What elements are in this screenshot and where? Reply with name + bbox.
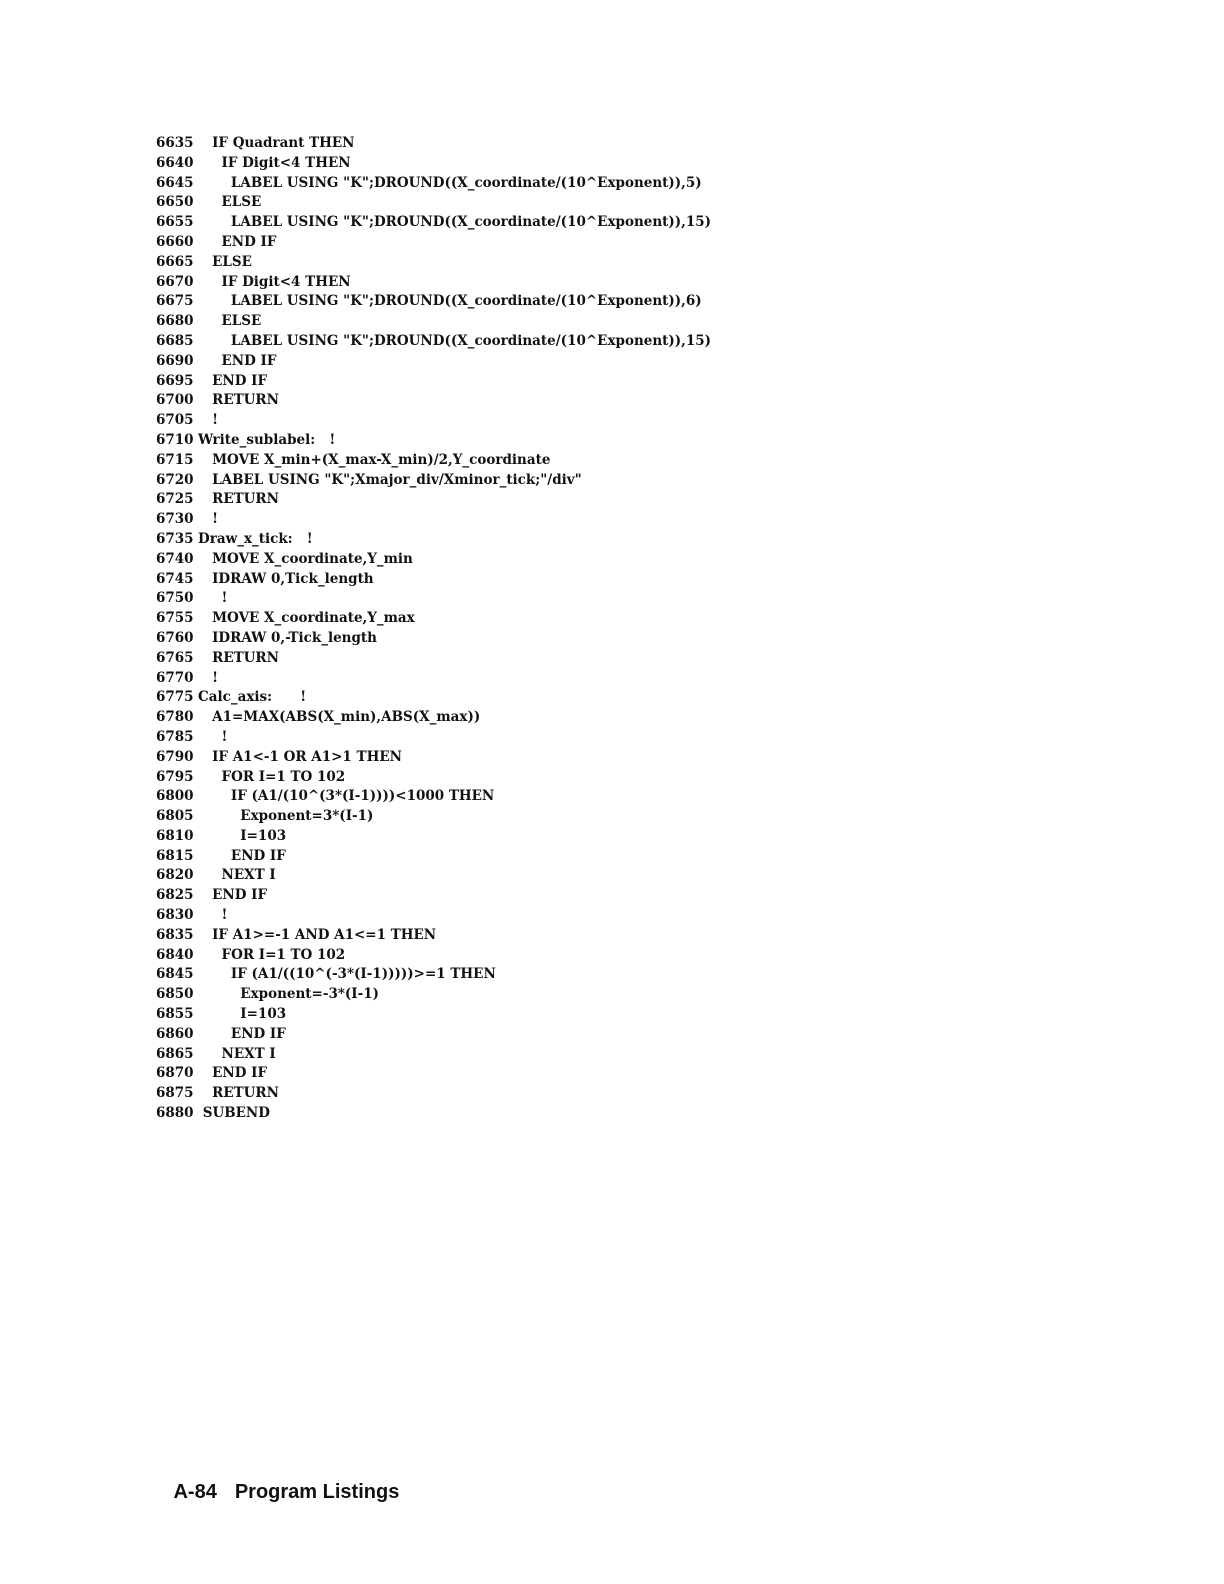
code-line <box>156 1064 796 1084</box>
line-number: 6860 <box>156 1025 194 1042</box>
section-title: Program Listings <box>234 1481 400 1503</box>
line-number: 6635 <box>156 135 194 151</box>
line-code: MOVE X_coordinate,Y_min <box>198 550 413 567</box>
line-number: 6680 <box>156 313 194 330</box>
code-line <box>156 471 796 491</box>
line-number: 6810 <box>156 827 194 844</box>
line-number: 6805 <box>156 808 194 825</box>
code-line <box>156 193 796 213</box>
code-line <box>156 372 796 392</box>
line-code: END IF <box>198 233 277 250</box>
line-code: Write_sublabel: ! <box>198 431 336 448</box>
code-line <box>156 1045 796 1065</box>
line-number: 6880 <box>156 1105 194 1122</box>
code-line <box>156 174 796 194</box>
line-number: 6785 <box>156 728 194 745</box>
code-line <box>156 1104 796 1124</box>
code-line <box>156 669 796 689</box>
code-line <box>156 649 796 669</box>
code-line <box>156 866 796 886</box>
line-code: MOVE X_min+(X_max-X_min)/2,Y_coordinate <box>198 451 551 468</box>
line-number: 6665 <box>156 253 194 270</box>
line-code: Exponent=3*(I-1) <box>198 808 374 825</box>
line-number: 6715 <box>156 451 194 468</box>
code-line <box>156 847 796 867</box>
code-line <box>156 965 796 985</box>
line-number: 6690 <box>156 352 194 369</box>
code-line <box>156 273 796 293</box>
code-line <box>156 490 796 510</box>
code-line <box>156 134 796 154</box>
line-code: ELSE <box>198 313 262 330</box>
line-number: 6660 <box>156 233 194 250</box>
line-number: 6740 <box>156 550 194 567</box>
line-code: I=103 <box>198 1006 287 1023</box>
code-line <box>156 510 796 530</box>
line-code: RETURN <box>198 649 279 666</box>
line-number: 6675 <box>156 293 194 310</box>
code-line <box>156 431 796 451</box>
line-code: NEXT I <box>198 1045 276 1062</box>
line-number: 6670 <box>156 273 194 290</box>
code-line <box>156 629 796 649</box>
code-line <box>156 768 796 788</box>
line-code: IF Quadrant THEN <box>198 135 355 151</box>
line-code: ! <box>198 728 228 745</box>
line-code: SUBEND <box>198 1105 270 1122</box>
line-code: FOR I=1 TO 102 <box>198 768 346 785</box>
line-number: 6875 <box>156 1085 194 1102</box>
code-line <box>156 748 796 768</box>
line-number: 6855 <box>156 1006 194 1023</box>
line-code: LABEL USING "K";DROUND((X_coordinate/(10^Exponent)),6) <box>198 293 702 310</box>
code-line <box>156 570 796 590</box>
line-code: LABEL USING "K";DROUND((X_coordinate/(10^Exponent)),15) <box>198 214 712 231</box>
code-line <box>156 332 796 352</box>
line-number: 6835 <box>156 926 194 943</box>
line-code: END IF <box>198 352 277 369</box>
line-number: 6815 <box>156 847 194 864</box>
line-number: 6775 <box>156 689 194 706</box>
page-footer <box>152 1458 399 1527</box>
line-number: 6710 <box>156 431 194 448</box>
line-code: END IF <box>198 847 286 864</box>
code-line <box>156 708 796 728</box>
code-line <box>156 451 796 471</box>
line-code: LABEL USING "K";DROUND((X_coordinate/(10^Exponent)),15) <box>198 332 712 349</box>
code-line <box>156 1025 796 1045</box>
code-line <box>156 550 796 570</box>
line-number: 6640 <box>156 154 194 171</box>
line-number: 6730 <box>156 511 194 528</box>
code-line <box>156 411 796 431</box>
line-number: 6795 <box>156 768 194 785</box>
code-line <box>156 589 796 609</box>
code-line <box>156 312 796 332</box>
line-code: IF Digit<4 THEN <box>198 154 351 171</box>
code-line <box>156 1084 796 1104</box>
line-code: IF A1>=-1 AND A1<=1 THEN <box>198 926 437 943</box>
line-code: Exponent=-3*(I-1) <box>198 986 379 1003</box>
code-line <box>156 154 796 174</box>
line-code: Draw_x_tick: ! <box>198 530 313 547</box>
code-line <box>156 926 796 946</box>
line-number: 6750 <box>156 590 194 607</box>
code-line <box>156 253 796 273</box>
line-code: RETURN <box>198 1085 279 1102</box>
program-listing <box>156 134 796 1124</box>
code-line <box>156 985 796 1005</box>
code-line <box>156 391 796 411</box>
line-number: 6830 <box>156 907 194 924</box>
line-code: IDRAW 0,-Tick_length <box>198 629 377 646</box>
line-number: 6655 <box>156 214 194 231</box>
line-code: A1=MAX(ABS(X_min),ABS(X_max)) <box>198 709 481 726</box>
line-number: 6870 <box>156 1065 194 1082</box>
code-line <box>156 352 796 372</box>
line-code: IDRAW 0,Tick_length <box>198 570 374 587</box>
line-number: 6780 <box>156 709 194 726</box>
line-code: ! <box>198 669 219 686</box>
line-code: I=103 <box>198 827 287 844</box>
line-code: NEXT I <box>198 867 276 884</box>
code-line <box>156 886 796 906</box>
line-code: FOR I=1 TO 102 <box>198 946 346 963</box>
line-number: 6645 <box>156 174 194 191</box>
code-line <box>156 946 796 966</box>
line-number: 6745 <box>156 570 194 587</box>
line-number: 6820 <box>156 867 194 884</box>
code-line <box>156 233 796 253</box>
line-number: 6765 <box>156 649 194 666</box>
code-line <box>156 213 796 233</box>
line-code: END IF <box>198 887 268 904</box>
code-line <box>156 609 796 629</box>
line-number: 6800 <box>156 788 194 805</box>
line-number: 6825 <box>156 887 194 904</box>
line-code: ! <box>198 907 228 924</box>
line-code: ! <box>198 511 219 528</box>
line-number: 6845 <box>156 966 194 983</box>
code-line <box>156 530 796 550</box>
line-number: 6685 <box>156 332 194 349</box>
line-code: RETURN <box>198 491 279 508</box>
line-code: IF (A1/((10^(-3*(I-1)))))>=1 THEN <box>198 966 496 983</box>
line-code: MOVE X_coordinate,Y_max <box>198 610 415 627</box>
line-code: ELSE <box>198 194 262 211</box>
line-code: LABEL USING "K";DROUND((X_coordinate/(10^Exponent)),5) <box>198 174 702 191</box>
line-code: IF (A1/(10^(3*(I-1))))<1000 THEN <box>198 788 495 805</box>
code-line <box>156 787 796 807</box>
line-code: Calc_axis: ! <box>198 689 307 706</box>
line-code: RETURN <box>198 392 279 409</box>
code-line <box>156 807 796 827</box>
line-number: 6770 <box>156 669 194 686</box>
line-code: END IF <box>198 1065 268 1082</box>
code-line <box>156 292 796 312</box>
line-number: 6755 <box>156 610 194 627</box>
line-code: END IF <box>198 372 268 389</box>
line-code: ! <box>198 412 219 429</box>
line-code: IF Digit<4 THEN <box>198 273 351 290</box>
line-number: 6720 <box>156 471 194 488</box>
line-code: END IF <box>198 1025 286 1042</box>
code-line <box>156 688 796 708</box>
line-number: 6760 <box>156 629 194 646</box>
line-number: 6790 <box>156 748 194 765</box>
code-line <box>156 1005 796 1025</box>
page-number: A-84 <box>173 1481 217 1503</box>
line-code: ! <box>198 590 228 607</box>
line-number: 6735 <box>156 530 194 547</box>
line-number: 6865 <box>156 1045 194 1062</box>
code-line <box>156 827 796 847</box>
line-number: 6695 <box>156 372 194 389</box>
line-number: 6650 <box>156 194 194 211</box>
line-number: 6725 <box>156 491 194 508</box>
line-number: 6705 <box>156 412 194 429</box>
line-code: ELSE <box>198 253 252 270</box>
code-line <box>156 906 796 926</box>
line-number: 6700 <box>156 392 194 409</box>
line-number: 6840 <box>156 946 194 963</box>
line-code: LABEL USING "K";Xmajor_div/Xminor_tick;"/div" <box>198 471 582 488</box>
line-code: IF A1<-1 OR A1>1 THEN <box>198 748 402 765</box>
line-number: 6850 <box>156 986 194 1003</box>
code-line <box>156 728 796 748</box>
